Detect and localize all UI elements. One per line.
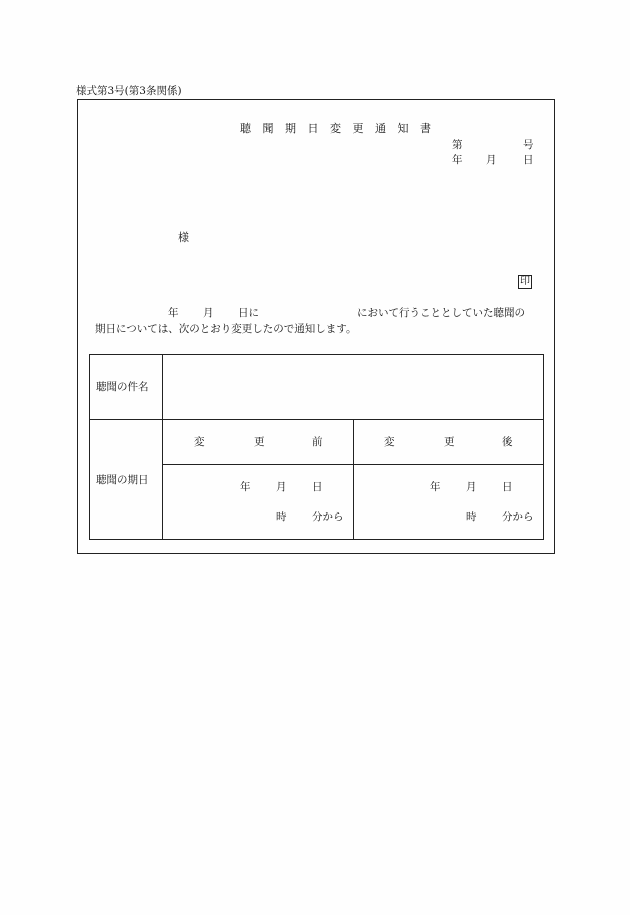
table-divider — [353, 419, 354, 539]
before-year: 年 — [240, 481, 251, 493]
seal-mark: 印 — [520, 276, 530, 287]
after-month: 月 — [466, 481, 477, 493]
before-header-2: 更 — [254, 436, 265, 448]
issue-date-year: 年 — [452, 154, 463, 166]
body-line1-tail: において行うこととしていた聴聞の — [357, 307, 525, 319]
body-month: 月 — [203, 307, 214, 319]
addressee-suffix: 様 — [178, 231, 189, 244]
before-header-1: 変 — [194, 436, 205, 448]
after-minute: 分から — [502, 511, 534, 523]
date-label: 聴聞の期日 — [96, 474, 149, 486]
after-year: 年 — [430, 481, 441, 493]
body-line2: 期日については、次のとおり変更したので通知します。 — [95, 323, 357, 335]
before-day: 日 — [312, 481, 323, 493]
body-day: 日に — [238, 307, 259, 319]
after-header-1: 変 — [384, 436, 395, 448]
body-year: 年 — [168, 307, 179, 319]
table-divider — [162, 355, 163, 539]
after-day: 日 — [502, 481, 513, 493]
after-hour: 時 — [466, 511, 477, 523]
before-hour: 時 — [276, 511, 287, 523]
table-divider — [90, 419, 543, 420]
after-header-3: 後 — [502, 436, 513, 448]
number-prefix: 第 — [452, 139, 463, 151]
issue-date-month: 月 — [486, 154, 497, 166]
form-number-label: 様式第3号(第3条関係) — [76, 85, 182, 97]
subject-label: 聴聞の件名 — [96, 381, 149, 393]
before-header-3: 前 — [312, 436, 323, 448]
before-month: 月 — [276, 481, 287, 493]
issue-date-day: 日 — [523, 154, 534, 166]
table-divider — [162, 464, 543, 465]
before-minute: 分から — [312, 511, 344, 523]
document-title: 聴 聞 期 日 変 更 通 知 書 — [240, 122, 435, 135]
hearing-table — [89, 354, 544, 540]
number-suffix: 号 — [523, 139, 534, 151]
after-header-2: 更 — [444, 436, 455, 448]
